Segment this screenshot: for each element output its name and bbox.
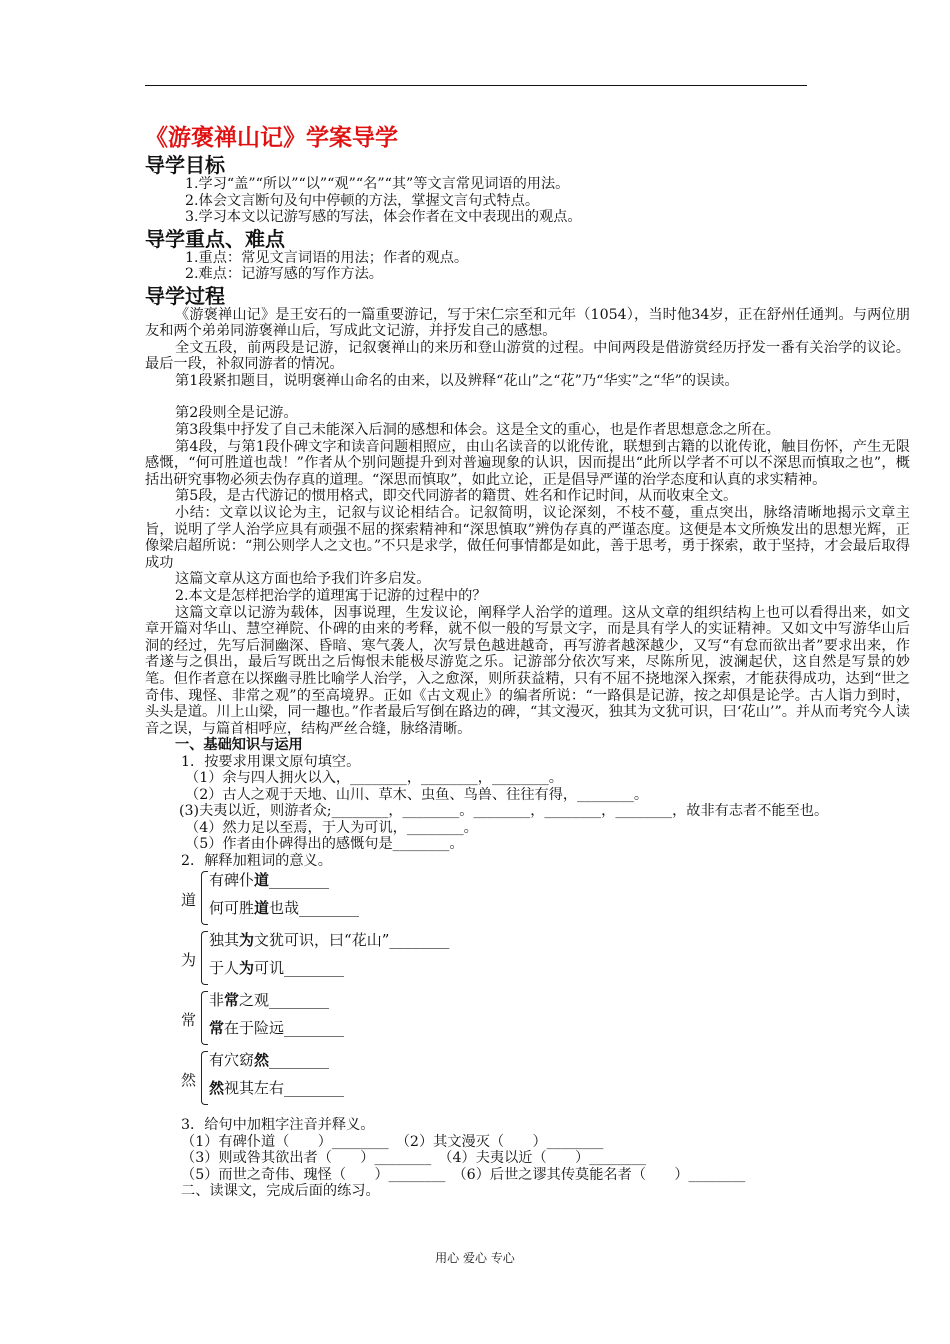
q2-char: 然 [181, 1071, 197, 1090]
q1-item: (3)夫夷以近，则游者众;________，________。________，________，________，故非有志者不能至也。 [179, 803, 829, 820]
document-title: 《游褒禅山记》学案导学 [145, 125, 398, 151]
process-paragraph: 全文五段，前两段是记游，记叙褒禅山的来历和登山游赏的过程。中间两段是借游赏经历抒发一番有关治学的议论。最后一段，补叙同游者的情况。 [145, 339, 910, 373]
q3-item: （1）有碑仆道（ ）________ （2）其文漫灭（ ）________ [181, 1133, 604, 1150]
q3-heading: 3．给句中加粗字注音并释义。 [181, 1117, 375, 1134]
q2-group-chang [181, 989, 910, 1049]
q2-line: 非常之观________ [209, 991, 330, 1010]
process-paragraph: 第1段紧扣题目，说明褒禅山命名的由来，以及辨释“花山”之“花”乃“华实”之“华”的误读。 [175, 372, 739, 389]
brace-shape [201, 1051, 208, 1105]
keypoint-item: 1.重点：常见文言词语的用法；作者的观点。 [185, 249, 469, 266]
q1-item: （1）余与四人拥火以入，________，________，________。 [185, 770, 563, 787]
q3-item: （3）则或咎其欲出者（ ）________ （4）夫夷以近（ ）________ [181, 1150, 646, 1167]
brace-shape [201, 931, 208, 985]
q2-line: 有碑仆道________ [209, 871, 330, 890]
answer-paragraph: 这篇文章以记游为载体，因事说理，生发议论，阐释学人治学的道理。这从文章的组织结构上也可以看得出来，如文章开篇对华山、慧空禅院、仆碑的由来的考释，就不似一般的写景文字，而是具有学人的实证精神。又如文中写游华山后洞的经过，先写后洞幽深、昏暗、寒气袭人，次写景色越进越奇，再写游者越深越少，又写“有怠而欲出者”要求出来，作者遂与之俱出，最后写既出之后悔恨未能极尽游览之乐。记游部分依次写来，尽陈所见，波澜起伏，这自然是写景的妙笔。但作者意在以探幽寻胜比喻学人治学，入之愈深，则所获益精，只有不屈不挠地深入探索，才能获得成功，达到“世之奇伟、瑰怪、非常之观”的至高境界。正如《古文观止》的编者所说：“一路俱是记游，按之却俱是论学。古人诣力到时，头头是道。川上山梁，同一趣也。”作者最后写倒在路边的碑，“其文漫灭，独其为文犹可识，曰‘花山’”。并从而考究今人读音之误，与篇首相呼应，结构严丝合缝，脉络清晰。 [145, 604, 910, 737]
q3-item: （5）而世之奇伟、瑰怪（ ）________ （6）后世之谬其传莫能名者（ ）________ [181, 1166, 746, 1183]
q2-line: 有穴窈然________ [209, 1051, 330, 1070]
q2-char: 为 [181, 951, 197, 970]
brace-shape [201, 991, 208, 1045]
question-paragraph: 2.本文是怎样把治学的道理寓于记游的过程中的？ [175, 588, 487, 604]
section-heading-goals: 导学目标 [145, 153, 225, 177]
q2-group-ran [181, 1049, 910, 1109]
header-rule [145, 85, 807, 86]
q1-heading: 1．按要求用课文原句填空。 [181, 753, 361, 770]
q2-line: 独其为文犹可识，曰“花山”________ [209, 931, 450, 950]
summary-paragraph: 小结：文章以议论为主，记叙与议论相结合。记叙简明，议论深刻，不枝不蔓，重点突出，脉络清晰地揭示文章主旨，说明了学人治学应具有顽强不屈的探索精神和“深思慎取”辨伪存真的严谨态度。这便是本文所焕发出的思想光辉，正像梁启超所说：“荆公则学人之文也。”不只是求学，做任何事情都是如此，善于思考，勇于探索，敢于坚持，才会最后取得成功 [145, 505, 910, 571]
q2-group-dao [181, 869, 910, 929]
q2-char: 道 [181, 891, 197, 910]
spacer [145, 389, 910, 405]
exercise-heading: 一、基础知识与运用 [175, 737, 303, 754]
q1-item: （4）然力足以至焉，于人为可讥，________。 [185, 819, 478, 836]
part2-heading: 二、读课文，完成后面的练习。 [181, 1183, 380, 1200]
goal-item: 1.学习“盖”“所以”“以”“观”“名”“其”等文言常见词语的用法。 [185, 176, 570, 192]
q2-char: 常 [181, 1011, 197, 1030]
q1-item: （5）作者由仆碑得出的感慨句是________。 [185, 836, 464, 853]
process-paragraph: 《游褒禅山记》是王安石的一篇重要游记，写于宋仁宗至和元年（1054），当时他34岁，正在舒州任通判。与两位朋友和两个弟弟同游褒禅山后，写成此文记游，并抒发自己的感想。 [145, 306, 910, 340]
process-paragraph: 第2段则全是记游。 [175, 405, 298, 422]
process-paragraph: 这篇文章从这方面也给予我们许多启发。 [175, 571, 431, 588]
process-paragraph: 第4段，与第1段仆碑文字和读音问题相照应，由山名读音的以讹传讹，联想到古籍的以讹传讹，触目伤怀，产生无限感慨，“何可胜道也哉！”作者从个别问题提升到对普遍现象的认识，因而提出“此所以学者不可以不深思而慎取之也”，概括出研究事物必须去伪存真的道理。“深思而慎取”，如此立论，正是倡导严谨的治学态度和认真的求实精神。 [145, 438, 910, 488]
q2-heading: 2．解释加粗词的意义。 [181, 852, 332, 869]
goal-item: 2.体会文言断句及句中停顿的方法，掌握文言句式特点。 [185, 192, 540, 209]
document-body [145, 124, 910, 1200]
q2-line: 常在于险远________ [209, 1019, 345, 1038]
process-paragraph: 第5段，是古代游记的惯用格式，即交代同游者的籍贯、姓名和作记时间，从而收束全文。 [175, 488, 738, 505]
keypoint-item: 2.难点：记游写感的写作方法。 [185, 266, 383, 282]
section-heading-process: 导学过程 [145, 283, 225, 308]
section-heading-keypoints: 导学重点、难点 [145, 226, 285, 251]
page-footer: 用心 爱心 专心 [435, 1251, 515, 1265]
q2-line: 然视其左右________ [209, 1079, 345, 1098]
q2-group-wei [181, 929, 910, 989]
process-paragraph: 第3段集中抒发了自己未能深入后洞的感想和体会。这是全文的重心，也是作者思想意念之所在。 [175, 422, 780, 439]
q1-item: （2）古人之观于天地、山川、草木、虫鱼、鸟兽、往往有得，________。 [185, 786, 649, 803]
q2-line: 何可胜道也哉________ [209, 899, 360, 918]
q2-line: 于人为可讥________ [209, 959, 345, 978]
goal-item: 3.学习本文以记游写感的写法，体会作者在文中表现出的观点。 [185, 209, 582, 225]
brace-shape [201, 871, 208, 925]
